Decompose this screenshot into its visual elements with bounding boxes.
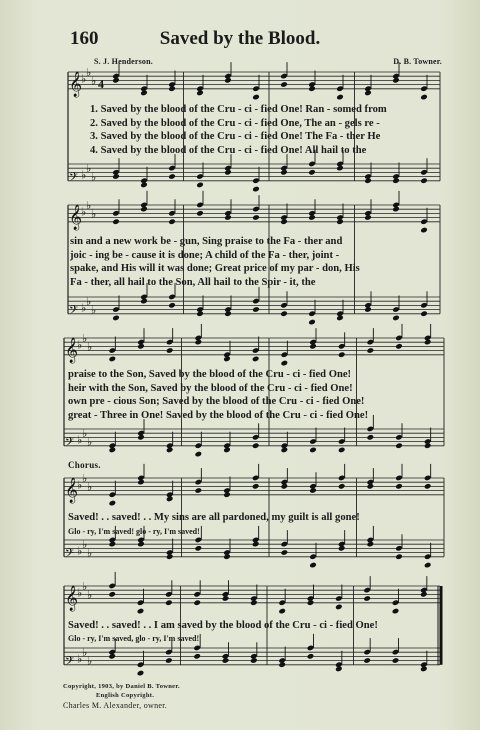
note-head xyxy=(140,90,148,97)
flat-sign: ♭ xyxy=(87,435,93,449)
note-head xyxy=(140,206,148,213)
note-head xyxy=(280,169,288,176)
note-head xyxy=(392,177,400,184)
note-head xyxy=(165,657,173,664)
flat-sign: ♭ xyxy=(77,338,83,352)
flat-sign: ♭ xyxy=(86,66,92,79)
note-head xyxy=(395,553,403,560)
note-head xyxy=(280,310,288,317)
note-head xyxy=(308,169,316,176)
note-head xyxy=(364,177,372,184)
bass-clef: 𝄢 xyxy=(65,546,75,563)
note-head xyxy=(109,541,117,548)
note-head xyxy=(395,442,403,449)
treble-clef: 𝄞 xyxy=(65,585,79,611)
note-head xyxy=(364,306,372,313)
note-head xyxy=(252,442,260,449)
note-head xyxy=(137,670,145,677)
note-head xyxy=(137,608,145,615)
note-head xyxy=(308,214,316,221)
note-head xyxy=(195,545,203,552)
note-head xyxy=(193,599,201,606)
flat-sign: ♭ xyxy=(87,588,93,602)
note-head xyxy=(424,562,432,569)
flat-sign: ♭ xyxy=(77,544,83,558)
copyright-line: English Copyright. xyxy=(96,692,155,699)
flat-sign: ♭ xyxy=(91,74,97,88)
note-head xyxy=(166,553,174,560)
note-head xyxy=(168,85,176,92)
note-head xyxy=(420,94,428,101)
note-head xyxy=(112,77,120,84)
note-head xyxy=(278,608,286,615)
note-head xyxy=(137,434,145,441)
flat-sign: ♭ xyxy=(87,340,93,354)
note-head xyxy=(223,491,231,498)
flat-sign: ♭ xyxy=(82,427,88,441)
flat-sign: ♭ xyxy=(91,170,97,184)
copyright-owner: Charles M. Alexander, owner. xyxy=(63,701,168,710)
note-head xyxy=(224,310,232,317)
note-head xyxy=(140,298,148,305)
flat-sign: ♭ xyxy=(91,303,97,317)
note-head xyxy=(307,653,315,660)
hymn-page: 160 Saved by the Blood. S. J. Henderson. D. B. Towner. 𝄞 ♭ ♭ ♭ 𝄢 ♭ ♭ ♭ 4 𝄞 ♭ ♭ ♭ 𝄢 ♭ ♭ ♭ 𝄞 ♭ ♭ ♭ 𝄢 ♭ ♭ ♭ 𝄞 ♭ ♭ ♭ 𝄢 ♭ ♭ ♭ 𝄞 ♭ ♭ ♭ 𝄢 ♭ ♭ ♭ 1. Saved by the blood of the Cru - ci - fied One! Ran - somed from 2. Saved by the blood of the Cru - ci - fied One, The an - gels re - 3. Saved by the blood of the Cru - ci - fied One! The Fa - ther He 4. Saved by the blood of the Cru - ci - fied One! All hail to the sin and a new work be - gun, Sing praise to the Fa - ther and joic - ing be - cause it is done; A child of the Fa - ther, joint - spake, and His will it was done; Great price of my par - don, His Fa - ther, all hail to the Son, All hail to the Spir - it, the praise to the Son, Saved by the blood of the Cru - ci - fied One! heir with the Son, Saved by the blood of the Cru - ci - fied One! own pre - cious Son; Saved by the blood of the Cru - ci - fied One! great - Three in One! Saved by the blood of the Cru - ci - fied One! Chorus. Saved! . . saved! . . My sins are all pardoned, my guilt is all gone! Glo - ry, I'm saved! glo - ry, I'm saved! Saved! . . saved! . . I am saved by the blood of the Cru - ci - fied One! Glo - ry, I'm saved, glo - ry, I'm saved! Copyright, 1903, by Daniel B. Towner. English Copyright. Charles M. Alexander, owner. xyxy=(0,0,480,730)
note-head xyxy=(195,451,203,458)
note-head xyxy=(367,483,375,490)
note-head xyxy=(307,599,315,606)
note-head xyxy=(252,356,260,363)
note-head xyxy=(281,447,289,454)
note-head xyxy=(336,218,344,225)
note-head xyxy=(335,666,343,673)
flat-sign: ♭ xyxy=(77,433,83,447)
flat-sign: ♭ xyxy=(82,332,88,345)
note-head xyxy=(308,319,316,326)
note-head xyxy=(420,310,428,317)
note-head xyxy=(222,595,230,602)
note-head xyxy=(137,479,145,486)
note-head xyxy=(109,356,117,363)
flat-sign: ♭ xyxy=(82,580,88,593)
note-head xyxy=(224,214,232,221)
flat-sign: ♭ xyxy=(81,168,87,182)
note-head xyxy=(367,434,375,441)
note-head xyxy=(250,599,258,606)
chorus-label: Chorus. xyxy=(68,460,101,470)
note-head xyxy=(137,343,145,350)
note-head xyxy=(367,347,375,354)
note-head xyxy=(168,218,176,225)
note-head xyxy=(364,90,372,97)
flat-sign: ♭ xyxy=(86,199,92,212)
note-head xyxy=(420,177,428,184)
note-head xyxy=(109,447,117,454)
note-head xyxy=(140,182,148,189)
note-head xyxy=(309,562,317,569)
flat-sign: ♭ xyxy=(77,586,83,600)
note-head xyxy=(252,214,260,221)
note-head xyxy=(281,483,289,490)
note-head xyxy=(195,487,203,494)
composer-credit: D. B. Towner. xyxy=(393,57,442,66)
note-head xyxy=(336,315,344,322)
note-head xyxy=(278,661,286,668)
note-head xyxy=(223,447,231,454)
note-head xyxy=(250,657,258,664)
note-head xyxy=(108,653,116,660)
flat-sign: ♭ xyxy=(91,207,97,221)
note-head xyxy=(335,604,343,611)
lyricist-credit: S. J. Henderson. xyxy=(94,57,153,66)
bass-clef: 𝄢 xyxy=(69,170,79,187)
note-head xyxy=(338,545,346,552)
note-head xyxy=(166,447,174,454)
treble-clef: 𝄞 xyxy=(65,477,79,503)
time-signature: 4 xyxy=(98,76,104,91)
note-head xyxy=(367,541,375,548)
note-head xyxy=(196,90,204,97)
note-head xyxy=(392,77,400,84)
note-head xyxy=(281,360,289,367)
note-head xyxy=(395,483,403,490)
note-head xyxy=(224,77,232,84)
note-head xyxy=(166,496,174,503)
flat-sign: ♭ xyxy=(81,72,87,86)
note-head xyxy=(252,483,260,490)
note-head xyxy=(196,182,204,189)
note-head xyxy=(109,500,117,507)
flat-sign: ♭ xyxy=(87,546,93,560)
note-head xyxy=(392,608,400,615)
note-head xyxy=(392,315,400,322)
note-head xyxy=(424,442,432,449)
note-head xyxy=(392,657,400,664)
note-head xyxy=(364,214,372,221)
note-head xyxy=(137,541,145,548)
note-head xyxy=(252,541,260,548)
note-head xyxy=(112,315,120,322)
note-head xyxy=(338,447,346,454)
flat-sign: ♭ xyxy=(81,301,87,315)
note-head xyxy=(196,310,204,317)
flat-sign: ♭ xyxy=(86,162,92,176)
note-head xyxy=(280,218,288,225)
note-head xyxy=(420,227,428,234)
note-head xyxy=(395,343,403,350)
treble-clef: 𝄞 xyxy=(69,71,83,97)
flat-sign: ♭ xyxy=(77,478,83,492)
note-head xyxy=(195,339,203,346)
hymn-title: Saved by the Blood. xyxy=(159,28,321,49)
bass-clef: 𝄢 xyxy=(69,303,79,320)
note-head xyxy=(392,206,400,213)
note-head xyxy=(252,306,260,313)
note-head xyxy=(420,591,428,598)
note-head xyxy=(308,85,316,92)
note-head xyxy=(363,657,371,664)
flat-sign: ♭ xyxy=(77,652,83,666)
note-head xyxy=(112,173,120,180)
note-head xyxy=(166,347,174,354)
note-head xyxy=(309,487,317,494)
note-head xyxy=(193,653,201,660)
flat-sign: ♭ xyxy=(87,654,93,668)
note-head xyxy=(281,549,289,556)
treble-clef: 𝄞 xyxy=(65,337,79,363)
note-head xyxy=(363,595,371,602)
note-head xyxy=(338,351,346,358)
note-head xyxy=(168,302,176,309)
note-head xyxy=(252,186,260,193)
note-head xyxy=(336,94,344,101)
note-head xyxy=(223,553,231,560)
note-head xyxy=(420,666,428,673)
note-head xyxy=(168,173,176,180)
note-head xyxy=(338,483,346,490)
bass-clef: 𝄢 xyxy=(65,654,75,671)
copyright-line: Copyright, 1903, by Daniel B. Towner. xyxy=(63,683,180,690)
note-head xyxy=(224,169,232,176)
note-head xyxy=(222,657,230,664)
note-head xyxy=(108,591,116,598)
flat-sign: ♭ xyxy=(87,480,93,494)
treble-clef: 𝄞 xyxy=(69,204,83,230)
note-head xyxy=(424,339,432,346)
hymn-number: 160 xyxy=(70,28,99,49)
note-head xyxy=(223,356,231,363)
flat-sign: ♭ xyxy=(82,472,88,485)
note-head xyxy=(309,343,317,350)
note-head xyxy=(309,447,317,454)
note-head xyxy=(196,210,204,217)
bass-clef: 𝄢 xyxy=(65,435,75,452)
flat-sign: ♭ xyxy=(81,205,87,219)
flat-sign: ♭ xyxy=(82,646,88,660)
note-head xyxy=(280,81,288,88)
note-head xyxy=(336,165,344,172)
note-head xyxy=(424,483,432,490)
note-head xyxy=(112,218,120,225)
note-head xyxy=(252,94,260,101)
flat-sign: ♭ xyxy=(82,538,88,552)
flat-sign: ♭ xyxy=(86,295,92,309)
note-head xyxy=(165,599,173,606)
